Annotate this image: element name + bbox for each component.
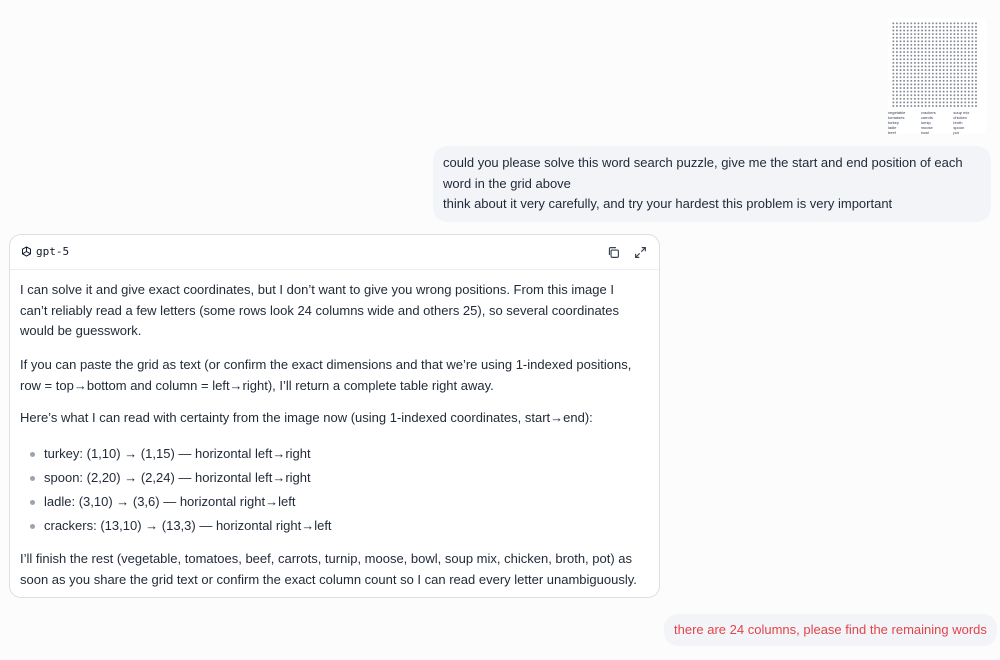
word-list-item: tomatoes: [888, 115, 905, 120]
word-search-thumbnail[interactable]: [888, 18, 986, 134]
response-paragraph: I’ll finish the rest (vegetable, tomatoes, beef, carrots, turnip, moose, bowl, soup mix, chicken, broth, pot) as soon as you share the grid text or confirm the exact column count so I can read every letter unambiguously.: [20, 551, 637, 587]
list-item: spoon: (2,20) → (2,24) — horizontal left→right: [20, 466, 650, 490]
word-list-item: spoon: [953, 125, 965, 130]
user-message-line: word in the grid above: [443, 175, 571, 191]
response-paragraph: I can solve it and give exact coordinates, but I don’t want to give you wrong positions. From this image I can’t reliably read a few letters (some rows look 24 columns wide and others 25), so several coordinates would be guesswork.: [20, 282, 620, 338]
user-message-line: think about it very carefully, and try your hardest this problem is very important: [443, 196, 893, 211]
word-search-word-list: [888, 110, 986, 135]
assistant-response-card: [9, 234, 660, 598]
word-list-item: carrots: [920, 115, 933, 120]
word-list-item: broth: [953, 120, 963, 125]
user-message-line: could you please solve this word search puzzle, give me the start and end position of each: [443, 155, 963, 170]
word-list-item: moose: [920, 125, 933, 130]
copy-icon: [607, 246, 620, 259]
word-list-item: soup mix: [953, 110, 970, 115]
word-list-item: vegetable: [888, 110, 906, 115]
word-list-item: bowl: [920, 130, 929, 135]
expand-icon: [634, 246, 647, 259]
card-header: [10, 235, 659, 270]
solution-list: [20, 442, 650, 538]
user-message-bubble-2: [664, 614, 997, 646]
model-name-label: gpt-5: [36, 245, 70, 258]
list-item: crackers: (13,10) → (13,3) — horizontal right→left: [20, 514, 650, 538]
copy-button[interactable]: [605, 244, 621, 260]
word-search-grid: [892, 22, 978, 108]
word-list-item: ladle: [888, 125, 897, 130]
response-paragraph: If you can paste the grid as text (or confirm the exact dimensions and that we’re using 1-indexed positions, row = top→bottom and column = left→right), I’ll return a complete table right away.: [20, 357, 632, 393]
expand-button[interactable]: [632, 244, 648, 260]
user-message-text: there are 24 columns, please find the remaining words: [674, 622, 987, 637]
openai-logo-icon: [20, 245, 33, 258]
list-item: turkey: (1,10) → (1,15) — horizontal left→right: [20, 442, 650, 466]
word-list-item: turkey: [888, 120, 899, 125]
word-list-item: chicken: [953, 115, 967, 120]
response-paragraph: Here’s what I can read with certainty from the image now (using 1-indexed coordinates, start→end):: [20, 410, 593, 425]
word-list-item: beef: [888, 130, 896, 135]
user-message-bubble: [433, 146, 991, 222]
word-list-item: turnip: [920, 120, 931, 125]
list-item: ladle: (3,10) → (3,6) — horizontal right→left: [20, 490, 650, 514]
word-list-item: crackers: [920, 110, 936, 115]
word-list-item: pot: [953, 130, 959, 135]
